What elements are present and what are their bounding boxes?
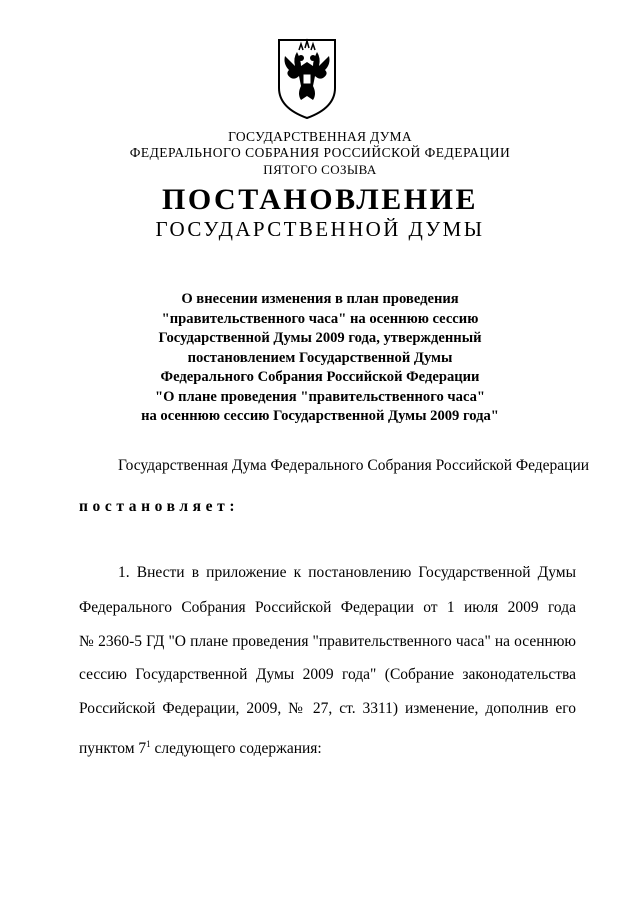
header-line-1: ГОСУДАРСТВЕННАЯ ДУМА	[228, 129, 412, 144]
body-last-line-end: следующего содержания:	[150, 740, 322, 757]
document-type-heading: ПОСТАНОВЛЕНИЕ	[162, 183, 478, 216]
document-title	[0, 290, 640, 427]
body-last-line	[79, 734, 576, 759]
body-line: № 2360-5 ГД "О плане проведения "правительственного часа" на осеннюю	[79, 633, 576, 650]
decrees-keyword: постановляет:	[79, 498, 240, 515]
document-title-line: постановлением Государственной Думы	[187, 349, 453, 366]
document-title-line: О внесении изменения в план проведения	[181, 291, 459, 307]
document-title-line: "правительственного часа" на осеннюю сессию	[161, 310, 479, 327]
preamble-text: Государственная Дума Федерального Собрания Российской Федерации	[118, 457, 590, 474]
document-title-line: на осеннюю сессию Государственной Думы 2009 года"	[141, 408, 499, 424]
header-line-3: ПЯТОГО СОЗЫВА	[263, 162, 377, 177]
clause-superscript: 1	[146, 739, 151, 749]
body-line: Российской Федерации, 2009, № 27, ст. 3311) изменение, дополнив его	[79, 700, 576, 717]
issuer-heading: ГОСУДАРСТВЕННОЙ ДУМЫ	[155, 217, 485, 241]
body-line: 1. Внести в приложение к постановлению Государственной Думы	[118, 564, 576, 581]
document-title-line: "О плане проведения "правительственного часа"	[154, 388, 486, 405]
document-title-line: Федерального Собрания Российской Федерации	[160, 369, 480, 385]
body-line: Федерального Собрания Российской Федерации от 1 июля 2009 года	[79, 599, 576, 616]
header-line-2: ФЕДЕРАЛЬНОГО СОБРАНИЯ РОССИЙСКОЙ ФЕДЕРАЦИИ	[129, 145, 511, 160]
coat-of-arms-emblem-icon	[273, 36, 341, 122]
document-title-line: Государственной Думы 2009 года, утвержденный	[158, 330, 482, 346]
body-last-line-start: пунктом 7	[79, 740, 147, 757]
body-line: сессию Государственной Думы 2009 года" (Собрание законодательства	[79, 666, 576, 683]
